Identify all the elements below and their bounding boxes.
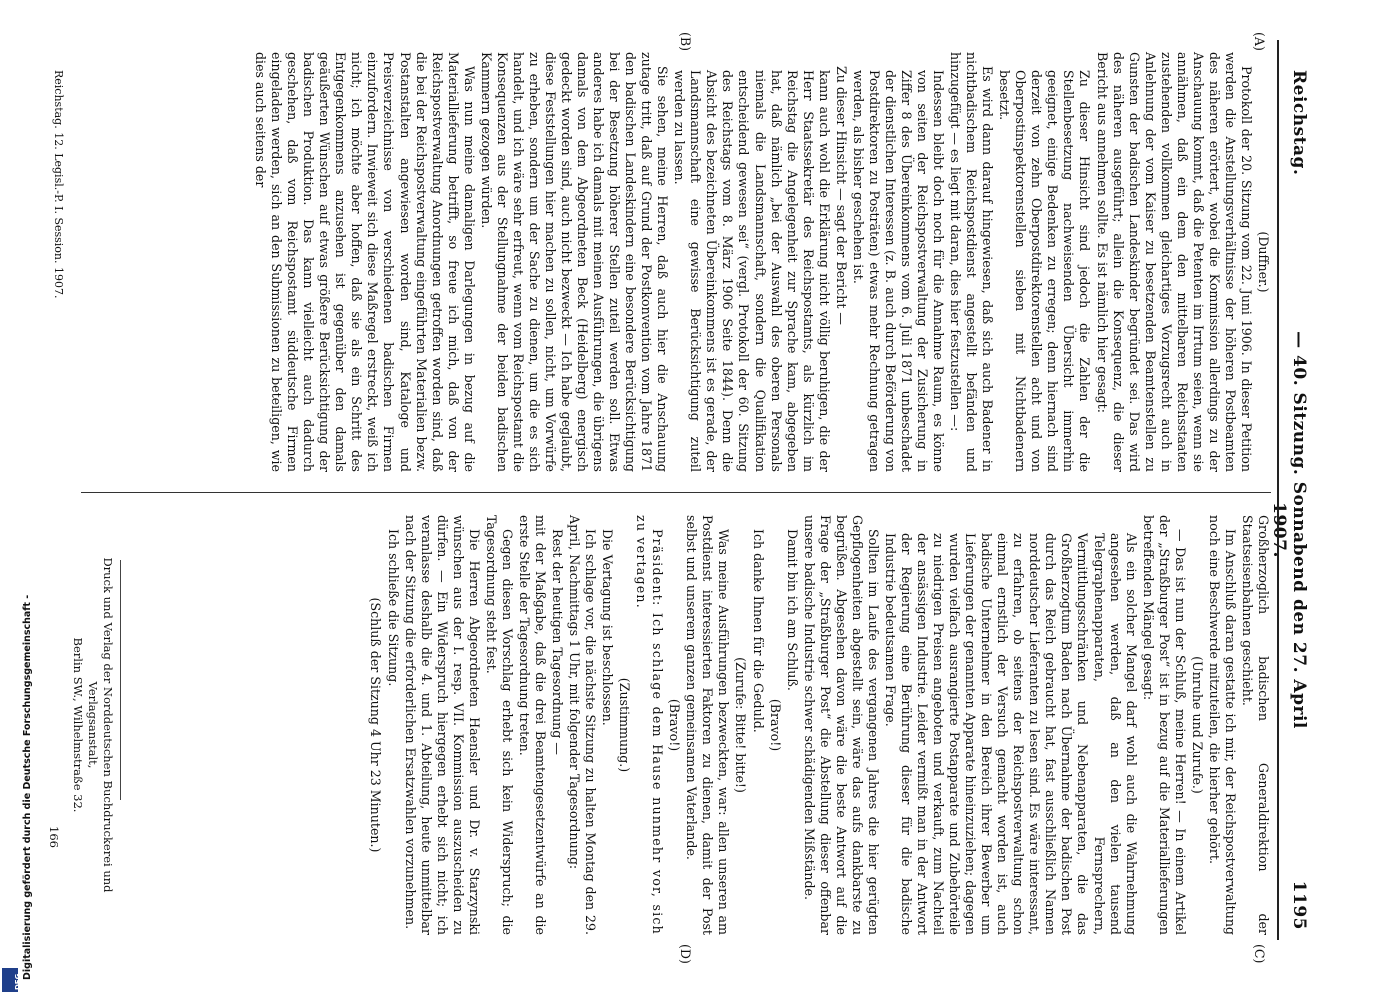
left-column-paragraph: Protokoll der 20. Sitzung vom 22. Juni 1906. In dieser Petition werden die Anstellungsverhältnisse der höheren Postbeamten des näheren erörtert, wobei die Kommission allerdings zu der Anschauung kommt, daß die Petenten im Irrtum seien, wenn sie annähmen, daß ein dem den mittelbaren Reichsstaaten zustehenden vollkommen gleichartiges Vorzugsrecht auch in Anlehnung der vom Kaiser zu besetzenden Beamtenstellen zu Gunsten der badischen Landeskinder begründet sei. Das wird des näheren ausgeführt; allein die Konsequenz, die dieser Bericht aus annehmen sollte. Es ist nämlich hier gesagt:: [1094, 52, 1254, 472]
dfg-logo-text: DFG: [14, 973, 22, 990]
left-column-paragraph: Es wird dann darauf hingewiesen, daß sich auch Badener in nichtbadischem Reichspostdienst angestellt befänden und hinzugefügt — es liegt mit daran, dies hier festzustellen —:: [948, 52, 996, 472]
margin-letter-b: (B): [678, 32, 693, 52]
right-column-paragraph: Ich schließe die Sitzung.: [385, 529, 401, 687]
right-column-paragraph: (Zurufe: Bitte! bitte!): [733, 657, 749, 793]
running-header: [1269, 20, 1313, 930]
right-column-paragraph: (Bravo!): [767, 698, 783, 752]
header-page-number: 1195: [1289, 880, 1309, 930]
right-column-paragraph: Damit bin ich am Schluß.: [784, 529, 800, 691]
left-column-paragraph: (Duffner.): [1256, 231, 1271, 293]
header-publication: Reichstag.: [1289, 70, 1309, 176]
right-column-paragraph: Rest der heutigen Tagesordnung —: [549, 529, 565, 755]
right-column-paragraph: Gegen diesen Vorschlag erhebt sich kein Widerspruch; die Tagesordnung steht fest.: [483, 515, 515, 935]
right-column-paragraph: (Bravo!): [667, 698, 683, 752]
footer-page-number: 166: [47, 826, 61, 848]
footer-session-info: Reichstag. 12. Legisl.-P. I. Session. 1907.: [52, 70, 65, 299]
left-column-paragraph: kann auch wohl die Erklärung nicht völlig beruhigen, die der Herr Staatssekretär des Reichspostamts, als kürzlich im Reichstag die Angelegenheit zur Sprache kam, abgegeben hat, daß nämlich „bei der Auswahl des oberen Personals niemals die Landsmannschaft, sondern die Qualifikation entscheidend gewesen sei“ (vergl. Protokoll der 60. Sitzung des Reichstags vom 8. März 1906 Seite 1844). Denn die Absicht des bezeichneten Übereinkommens ist es gerade, der Landsmannschaft eine gewisse Berücksichtigung zuteil werden zu lassen.: [672, 70, 832, 472]
margin-letter-c: (C): [1252, 944, 1267, 964]
column-divider: [81, 492, 1271, 493]
right-column-paragraph: Als ein solcher Mangel darf wohl auch die Wahrnehmung angesehen werden, daß an den vielen tausend Telegraphenapparaten, Fernsprechern, Vermittlungsschränken und Nebenapparaten, die das Großherzogtum Baden nach Übernahme der badischen Post durch das Reich gebraucht hat, fast ausschließlich Namen norddeutscher Lieferanten zu lesen sind. Es wäre interessant, zu erfahren, ob seitens der Reichspostverwaltung schon einmal ernstlich der Versuch gemacht worden ist, auch badische Unternehmer in den Bereich ihrer Bewerber um Lieferungen der genannten Apparate hineinzuziehen; dagegen wurden vielfach ausrangierte Postapparate und Zubehörteile zu niedrigen Preisen angeboten und verkauft, zum Nachteil der ansässigen Industrie. Leider vermißt man in der Antwort der Regierung eine Berührung dieser für die badische Industrie bedeutsamen Frage.: [882, 533, 1139, 935]
left-text-column: [251, 52, 1271, 472]
imprint-line-1: Druck und Verlag der Norddeutschen Buchdruckerei und Verlagsanstalt,: [86, 557, 115, 893]
right-column-paragraph: Die Vertagung ist beschlossen.: [600, 529, 616, 726]
right-column-paragraph: Ich danke Ihnen für die Geduld.: [750, 529, 766, 733]
right-column-paragraph: Die Herren Abgeordneten Haensler und Dr. v. Starzynski wünschen aus der I. resp. VII. Kommission auszuscheiden zu dürfen. — Ein Widerspruch hiergegen erhebt sich nicht; ich veranlasse deshalb die 4. und 1. Abteilung, heute unmittelbar nach der Sitzung die erforderlichen Ersatzwahlen vorzunehmen.: [402, 515, 482, 935]
right-column-paragraph: mit der Maßgabe, daß die drei Beamtengesetzentwürfe an die erste Stelle der Tagesordnung treten.: [516, 515, 548, 935]
left-column-paragraph: Zu dieser Hinsicht — sagt der Bericht —: [833, 66, 849, 325]
left-column-paragraph: Was nun meine damaligen Darlegungen in bezug auf die Materiallieferung betrifft, so freue ich mich, daß von der Reichspostverwaltung Anordnungen getroffen worden sind, daß die bei der Reichspostverwaltung eingeführten Materialien bezw. Postanstalten angewiesen worden sind, Kataloge und Preisverzeichnisse von verschiedenen badischen Firmen einzufordern. Inwieweit sich diese Maßregel erstreckt, weiß ich nicht; ich möchte aber hoffen, daß sie als ein Schritt des Entgegenkommens anzusehen ist gegenüber den damals geäußerten Wünschen auf etwas größere Berücksichtigung der badischen Produktion. Das kann vielleicht auch dadurch geschehen, daß vom Reichspostamt süddeutsche Firmen eingeladen werden, sich an den Submissionen zu beteiligen, wie dies auch seitens der: [253, 52, 477, 472]
right-column-paragraph: Sollten im Laufe des vergangenen Jahres die hier gerügten Gepflogenheiten abgestellt sein, wäre das aufs dankbarste zu begrüßen. Abgesehen davon wäre die beste Antwort auf die Frage der „Straßburger Post“ die Abstellung dieser offenbar unsere badische Industrie schwer schädigenden Mißstände.: [801, 515, 881, 935]
imprint-rule: [120, 560, 121, 800]
right-column-paragraph: — Das ist nun der Schluß, meine Herren! — In einem Artikel der „Straßburger Post“ ist in bezug auf die Materiallieferungen betreffenden Mängel gesagt:: [1140, 515, 1188, 935]
left-column-paragraph: Indessen bleibt doch noch für die Annahme Raum, es könne von seiten der Reichspostverwaltung der Zusicherung in Ziffer 8 des Übereinkommens vom 6. Juli 1871 unbeschadet der dienstlichen Interessen (z. B. auch durch Beförderung von Postdirektoren zu Posträten) etwas mehr Rechnung getragen werden, als bisher geschehen ist.: [850, 70, 947, 472]
printer-imprint: [70, 515, 115, 935]
margin-letter-a: (A): [1252, 32, 1267, 51]
right-column-paragraph: Im Anschluß daran gestatte ich mir, der Reichspostverwaltung noch eine Beschwerde mitzuteilen, die hierher gehört.: [1206, 515, 1238, 935]
margin-letter-d: (D): [678, 944, 693, 964]
header-session: — 40. Sitzung. Sonnabend den 27. April 1907.: [1269, 331, 1309, 729]
right-text-column: [366, 515, 1271, 935]
right-column-paragraph: Ich schlage vor, die nächste Sitzung zu halten Montag den 29. April, Nachmittags 1 Uhr, mit folgender Tagesordnung:: [567, 515, 599, 935]
imprint-line-2: Berlin SW., Wilhelmstraße 32.: [71, 637, 85, 813]
right-column-paragraph: Was meine Ausführungen bezweckten, war: allen unseren am Postdienst interessierten Faktoren zu dienen, damit der Post selbst und unserem ganzen gemeinsamen Vaterlande.: [684, 515, 732, 935]
digitization-text: Digitalisierung gefördert durch die Deutsche Forschungsgemeinschaft -: [22, 594, 33, 980]
right-column-paragraph: Präsident: Ich schlage dem Hause nunmehr vor, sich zu vertagen.: [634, 515, 666, 935]
digitization-notice: [8, 594, 33, 1000]
left-column-paragraph: Sie sehen, meine Herren, daß auch hier die Anschauung zutage tritt, daß auf Grund der Postkonvention vom Jahre 1871 den badischen Landeskindern eine besondere Berücksichtigung bei der Besetzung höherer Stellen zuteil werden soll. Etwas anderes habe ich damals mit meinen Ausführungen, die übrigens damals von dem Abgeordneten Beck (Heidelberg) energisch gedeckt worden sind, auch nicht bezweckt — Ich habe geglaubt, diese Feststellungen hier machen zu sollen, nicht, um Vorwürfe zu erheben, sondern um der Sache zu dienen, um die es sich handelt, und ich wäre sehr erfreut, wenn vom Reichspostamt die Konsequenzen aus der Stellungnahme der beiden badischen Kammern gezogen würden.: [478, 52, 671, 472]
right-column-paragraph: Großherzoglich badischen Generaldirektion der Staatseisenbahnen geschieht.: [1239, 515, 1271, 935]
header-rule: [1277, 40, 1279, 940]
dfg-logo-icon: [2, 968, 22, 992]
right-column-paragraph: (Zustimmung.): [617, 677, 633, 773]
right-column-paragraph: (Unruhe und Zurufe.): [1189, 656, 1205, 794]
right-column-paragraph: (Schluß der Sitzung 4 Uhr 23 Minuten.): [368, 597, 384, 853]
left-column-paragraph: Zu dieser Hinsicht sind jedoch die Zahlen der die Stellenbesetzung nachweisenden Übersicht immerhin geeignet, einige Bedenken zu erregen; denn hiernach sind derzeit von zehn Oberpostdirektorenstellen acht und von Oberpostinspektorenstellen sieben mit Nichtbadenern besetzt.: [997, 70, 1093, 472]
